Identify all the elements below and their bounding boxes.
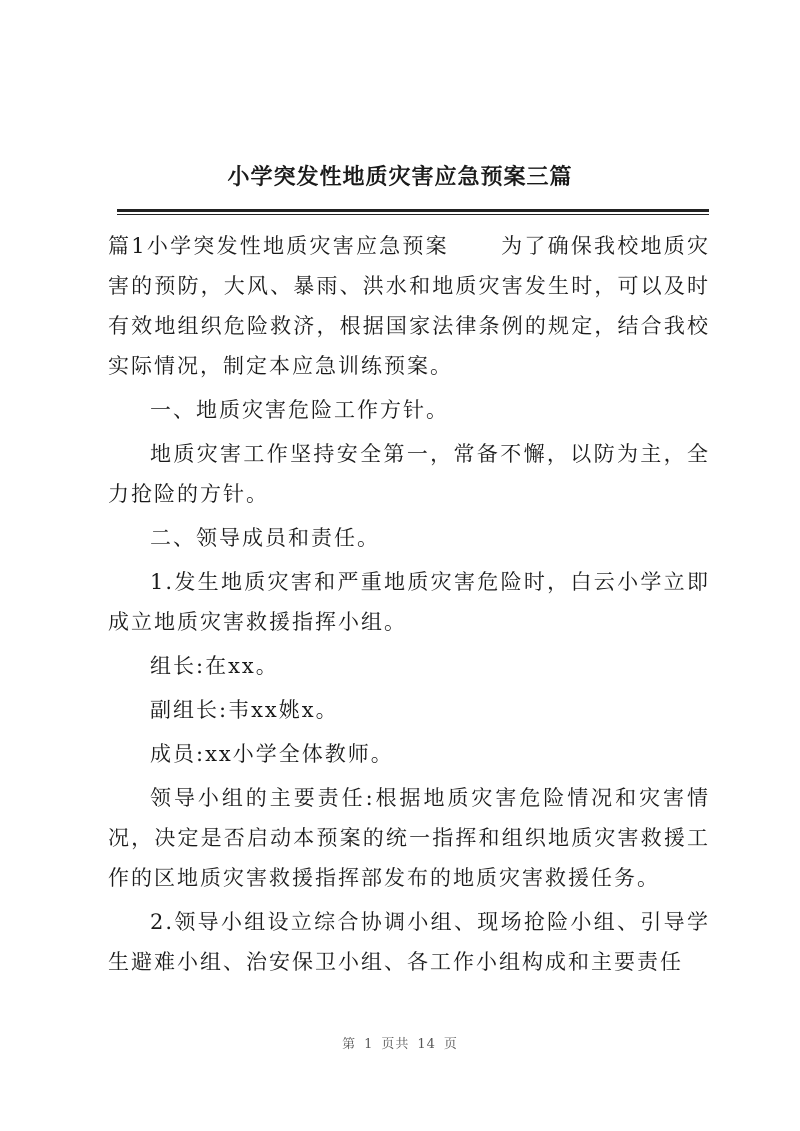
paragraph-8: 成员:xx小学全体教师。 (150, 742, 394, 766)
title-underline-thin (117, 214, 709, 215)
paragraph-5: 1.发生地质灾害和严重地质灾害危险时，白云小学立即成立地质灾害救援指挥小组。 (108, 570, 710, 634)
paragraph-2: 一、地质灾害危险工作方针。 (150, 398, 449, 422)
paragraph-6: 组长:在xx。 (150, 654, 279, 678)
title-underline-thick (117, 209, 709, 212)
document-title: 小学突发性地质灾害应急预案三篇 (227, 164, 573, 190)
paragraph-1 (108, 226, 710, 386)
paragraph-7: 副组长:韦xx姚x。 (150, 698, 339, 722)
paragraph-3: 地质灾害工作坚持安全第一，常备不懈，以防为主，全力抢险的方针。 (108, 442, 710, 506)
paragraph-4: 二、领导成员和责任。 (150, 526, 380, 550)
paragraph-10: 2.领导小组设立综合协调小组、现场抢险小组、引导学生避难小组、治安保卫小组、各工作小组构成和主要责任 (108, 910, 710, 974)
footer-suffix: 页 (443, 1037, 458, 1052)
paragraph-1-heading: 篇1小学突发性地质灾害应急预案 (108, 234, 449, 258)
document-body (108, 226, 710, 986)
footer-prefix: 第 (342, 1037, 357, 1052)
page-footer (0, 1033, 800, 1052)
footer-page-number: 1 (364, 1037, 374, 1052)
footer-total-pages: 14 (417, 1037, 436, 1052)
paragraph-9: 领导小组的主要责任:根据地质灾害危险情况和灾害情况，决定是否启动本预案的统一指挥和组织地质灾害救援工作的区地质灾害救援指挥部发布的地质灾害救援任务。 (108, 786, 710, 890)
paragraph-1-text: 为了确保我校地质灾害的预防，大风、暴雨、洪水和地质灾害发生时，可以及时有效地组织危险救济，根据国家法律条例的规定，结合我校实际情况，制定本应急训练预案。 (108, 234, 710, 378)
footer-middle: 页共 (381, 1037, 410, 1052)
